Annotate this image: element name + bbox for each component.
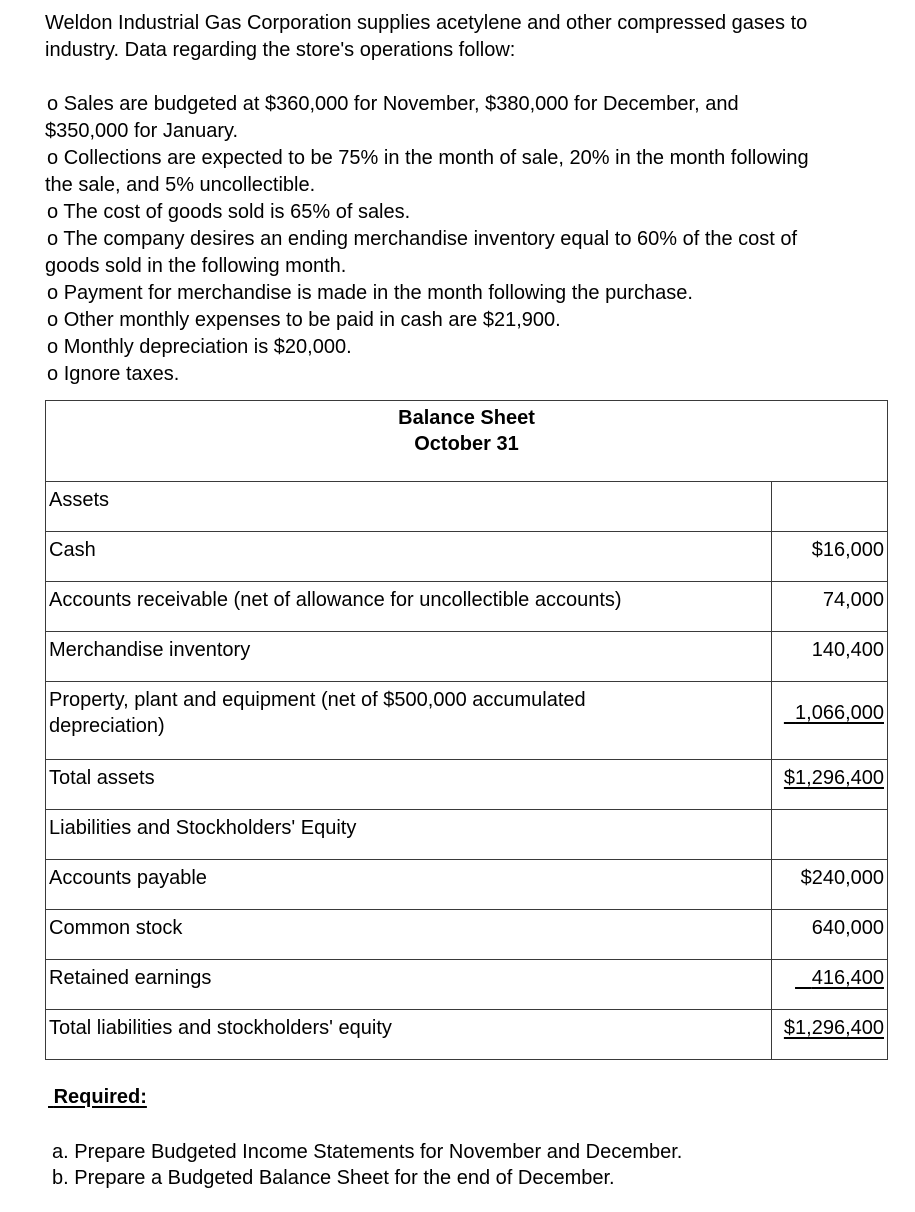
row-label-line: Property, plant and equipment (net of $500,000 accumulated [49,689,586,711]
row-amount: 74,000 [772,582,888,632]
bullet-marker: o [47,147,59,169]
required-tasks [52,1139,682,1191]
row-label: Cash [46,532,772,582]
task-item: a. Prepare Budgeted Income Statements for November and December. [52,1141,683,1163]
row-label [46,682,772,760]
intro-paragraph [45,10,875,64]
row-amount-cell [772,760,888,810]
task-item: b. Prepare a Budgeted Balance Sheet for the end of December. [52,1167,615,1189]
assumption-collections [45,145,875,199]
bullet-text: Payment for merchandise is made in the month following the purchase. [63,282,693,304]
assumption-depreciation [45,334,875,361]
row-amount-cell [772,960,888,1010]
bullet-marker: o [47,363,59,385]
bullet-text: Monthly depreciation is $20,000. [63,336,352,358]
row-label: Total liabilities and stockholders' equity [46,1010,772,1060]
table-row [46,860,888,910]
row-label: Accounts payable [46,860,772,910]
row-amount-cell [772,682,888,760]
table-row [46,532,888,582]
bullet-text: Ignore taxes. [63,363,180,385]
assumptions-list [45,91,875,388]
row-amount [772,810,888,860]
assumption-taxes [45,361,875,388]
bullet-marker: o [47,201,59,223]
intro-line: industry. Data regarding the store's operations follow: [45,39,516,61]
bullet-marker: o [47,309,59,331]
bullet-marker: o [47,282,59,304]
row-amount [772,482,888,532]
balance-sheet-header [46,401,888,482]
row-amount: 416,400 [811,967,884,989]
row-amount: 1,066,000 [795,702,884,724]
row-label: Merchandise inventory [46,632,772,682]
table-row [46,482,888,532]
intro-line: Weldon Industrial Gas Corporation supplies acetylene and other compressed gases to [45,12,808,34]
table-row [46,960,888,1010]
row-label: Accounts receivable (net of allowance for uncollectible accounts) [46,582,772,632]
required-heading [48,1086,147,1109]
row-amount: $240,000 [772,860,888,910]
bullet-text: Collections are expected to be 75% in the month of sale, 20% in the month following [63,147,809,169]
required-heading-text: Required: [53,1086,147,1108]
row-amount: $1,296,400 [783,767,884,789]
assumption-other-expenses [45,307,875,334]
bullet-text: Other monthly expenses to be paid in cash are $21,900. [63,309,561,331]
table-row [46,760,888,810]
bullet-text: goods sold in the following month. [45,255,347,277]
bullet-marker: o [47,93,59,115]
row-label: Assets [46,482,772,532]
row-label: Common stock [46,910,772,960]
row-label-line: depreciation) [49,715,165,737]
balance-sheet-title: Balance Sheet [398,407,535,429]
table-row [46,632,888,682]
assumption-payment [45,280,875,307]
table-row [46,582,888,632]
bullet-text: $350,000 for January. [45,120,239,142]
balance-sheet-table [45,400,888,1060]
row-label: Liabilities and Stockholders' Equity [46,810,772,860]
table-row [46,682,888,760]
table-row [46,1010,888,1060]
row-amount: $1,296,400 [783,1017,884,1039]
row-label: Total assets [46,760,772,810]
assumption-ending-inventory [45,226,875,280]
row-amount-wrapper [784,700,884,726]
balance-sheet-date: October 31 [414,433,519,455]
assumption-sales [45,91,875,145]
balance-sheet-header-row [46,401,888,482]
bullet-text: The company desires an ending merchandise inventory equal to 60% of the cost of [63,228,798,250]
row-amount: 140,400 [772,632,888,682]
underline-pad [784,702,795,724]
underline-pad [795,967,812,989]
table-row [46,910,888,960]
table-row [46,810,888,860]
bullet-text: The cost of goods sold is 65% of sales. [63,201,411,223]
bullet-marker: o [47,228,59,250]
assumption-cogs [45,199,875,226]
bullet-marker: o [47,336,59,358]
row-amount-cell [772,1010,888,1060]
row-amount: $16,000 [772,532,888,582]
bullet-text: Sales are budgeted at $360,000 for November, $380,000 for December, and [63,93,739,115]
row-label: Retained earnings [46,960,772,1010]
row-amount: 640,000 [772,910,888,960]
bullet-text: the sale, and 5% uncollectible. [45,174,316,196]
